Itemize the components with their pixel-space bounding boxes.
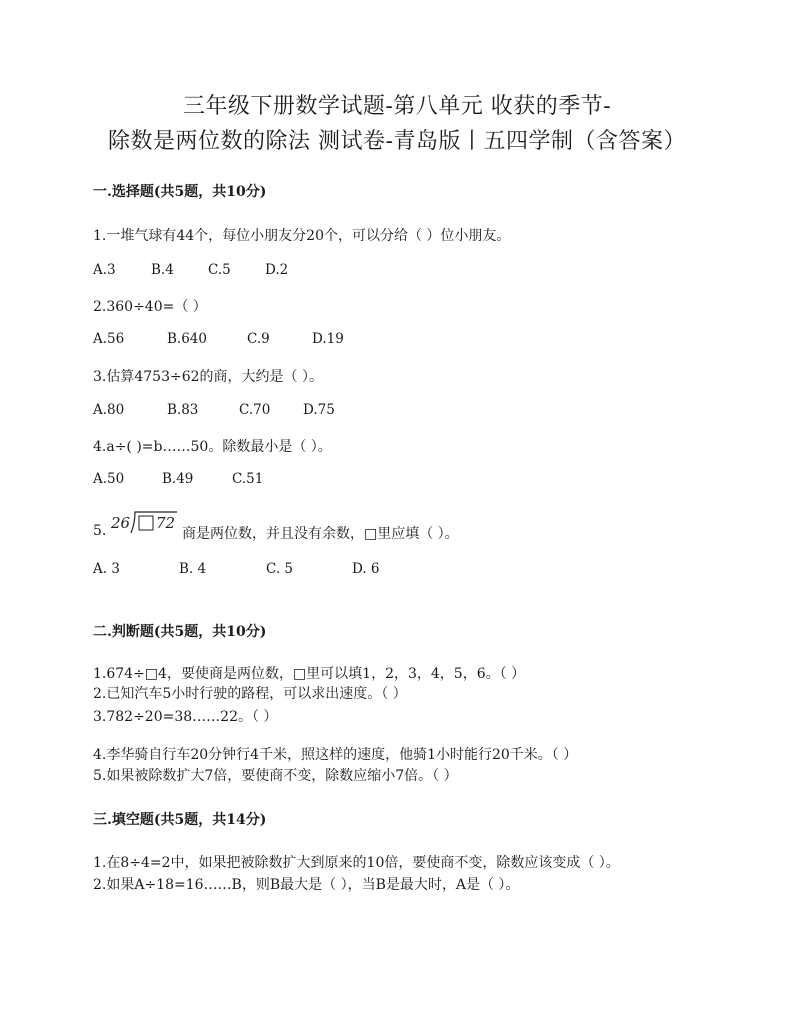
option-a: A.56 (93, 331, 125, 347)
section1-heading: 一.选择题(共5题，共10分) (93, 184, 267, 200)
option-c: C.9 (247, 331, 270, 347)
judge-item-5: 5.如果被除数扩大7倍，要使商不变，除数应缩小7倍。（ ） (93, 768, 458, 784)
option-c: C.5 (208, 262, 231, 278)
judge-item-2: 2.已知汽车5小时行驶的路程，可以求出速度。（ ） (93, 686, 407, 702)
long-division-svg (111, 509, 179, 537)
option-c: C.70 (239, 402, 271, 418)
option-c: C.51 (232, 471, 264, 487)
question-4: 4.a÷( )=b……50。除数最小是（ ）。 (93, 439, 332, 455)
judge-item-3: 3.782÷20=38……22。（ ） (93, 709, 278, 725)
page-title-line2: 除数是两位数的除法 测试卷-青岛版丨五四学制（含答案） (108, 129, 686, 154)
option-d: D. 6 (352, 561, 380, 577)
long-division-figure (111, 509, 179, 537)
blank-box (139, 516, 153, 530)
option-b: B.4 (151, 262, 174, 278)
question-2: 2.360÷40=（ ） (93, 299, 207, 315)
option-d: D.2 (265, 262, 289, 278)
question-5: 商是两位数，并且没有余数，□里应填（ ）。 (182, 526, 459, 542)
option-a: A.80 (93, 402, 125, 418)
option-b: B.83 (167, 402, 199, 418)
divisor-text: 26 (111, 514, 131, 532)
option-b: B.640 (167, 331, 207, 347)
question-5-number: 5. (93, 523, 107, 539)
question-3: 3.估算4753÷62的商，大约是（ ）。 (93, 369, 323, 385)
page-title-line1: 三年级下册数学试题-第八单元 收获的季节- (182, 94, 612, 119)
option-b: B.49 (162, 471, 194, 487)
dividend-tail-text: 72 (156, 514, 176, 532)
option-c: C. 5 (266, 561, 294, 577)
option-a: A.3 (93, 262, 116, 278)
option-a: A.50 (93, 471, 125, 487)
option-b: B. 4 (179, 561, 207, 577)
option-d: D.75 (303, 402, 335, 418)
section2-heading: 二.判断题(共5题，共10分) (93, 624, 267, 640)
question-1: 1.一堆气球有44个，每位小朋友分20个，可以分给（ ）位小朋友。 (93, 228, 511, 244)
section3-heading: 三.填空题(共5题，共14分) (93, 812, 267, 828)
fill-item-2: 2.如果A÷18=16……B，则B最大是（ ），当B是最大时，A是（ ）。 (93, 877, 520, 893)
judge-item-1: 1.674÷□4，要使商是两位数，□里可以填1，2，3，4，5，6。（ ） (93, 666, 526, 682)
option-a: A. 3 (93, 561, 120, 577)
fill-item-1: 1.在8÷4=2中，如果把被除数扩大到原来的10倍，要使商不变，除数应该变成（ ）。 (93, 855, 620, 871)
option-d: D.19 (312, 331, 344, 347)
judge-item-4: 4.李华骑自行车20分钟行4千米，照这样的速度，他骑1小时能行20千米。（ ） (93, 747, 578, 763)
